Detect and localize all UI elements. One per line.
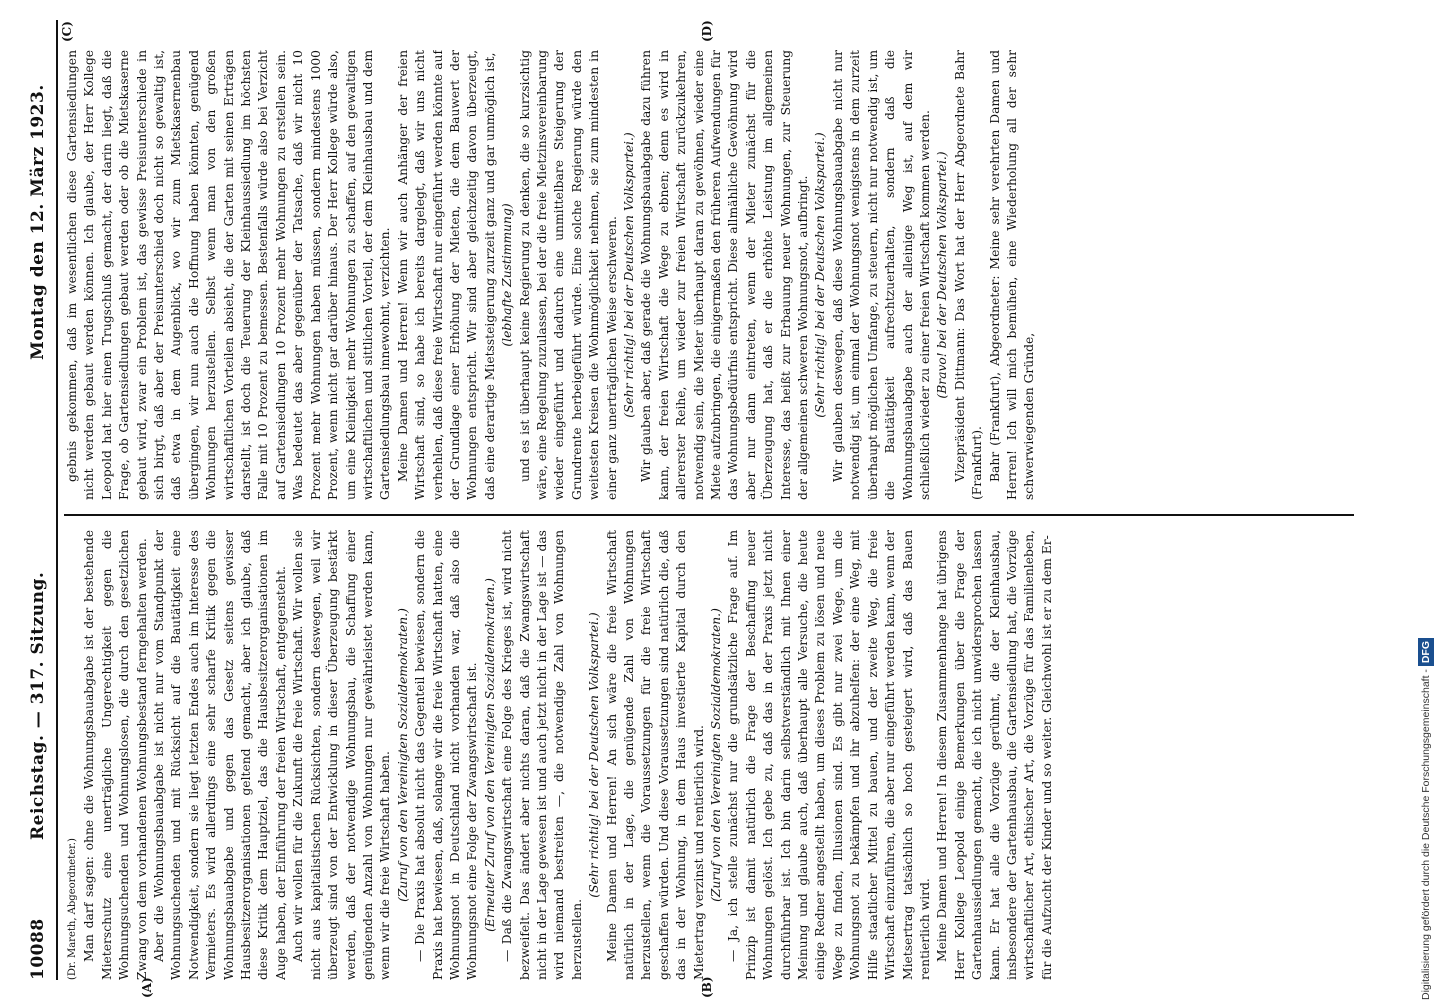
margin-mark-c: (C) (60, 21, 74, 42)
column-divider (64, 514, 1354, 516)
paragraph: Man darf sagen: ohne die Wohnungsbauabgabe ist der bestehende Mieterschutz eine unerträgliche Ungerechtigkeit gegen die Wohnungsuchenden und Wohnungslosen, die durch den gesetzlichen Zwang von dem vorhandenen Wohnungsbestand ferngehalten werden. (82, 530, 149, 980)
paragraph: Meine Damen und Herren! Wenn wir auch Anhänger der freien Wirtschaft sind, so habe ich bereits dargelegt, daß wir uns nicht verhehlen, daß diese freie Wirtschaft nur eingeführt werden könnte auf der Grundlage einer Erhöhung der Mieten, die dem Bauwert der Wohnungen entspricht. Wir sind aber gleichzeitig davon überzeugt, daß eine derartige Mietssteigerung zurzeit ganz und gar unmöglich ist, (395, 50, 497, 500)
paragraph: Bahr (Frankfurt), Abgeordneter: Meine sehr verehrten Damen und Herren! Ich will mich bemühen, eine Wiederholung all der sehr schwerwiegenden Gründe, (987, 50, 1037, 500)
paragraph: Auch wir wollen für die Zukunft die freie Wirtschaft. Wir wollen sie nicht aus kapitalistischen Rücksichten, sondern deswegen, weil wir überzeugt sind von der Entwicklung in dieser Überzeugung bestärkt werden, daß der notwendige Wohnungsbau, die Schaffung einer genügenden Anzahl von Wohnungen nur gewährleistet werden kann, wenn wir die freie Wirtschaft haben. (291, 530, 393, 980)
page-header (22, 20, 52, 980)
interjection: (Bravo! bei der Deutschen Volkspartei.) (935, 151, 950, 399)
interjection: (Sehr richtig! bei der Deutschen Volkspartei.) (587, 612, 602, 898)
paragraph: und es ist überhaupt keine Regierung zu denken, die so kurzsichtig wäre, eine Regelung zuzulassen, bei der die freie Mietzinsvereinbarung wieder eingeführt und dadurch eine unmittelbare Steigerung der Grundrente herbeigeführt würde. Eine solche Regierung würde den weitesten Kreisen die Wohnmöglichkeit nehmen, sie zum mindesten in einer ganz unerträglichen Weise erschweren. (517, 50, 619, 500)
paragraph: Wir glauben deswegen, daß diese Wohnungsbauabgabe nicht nur notwendig ist, um einmal der Wohnungsnot wenigstens in dem zurzeit überhaupt möglichen Umfange, zu steuern, nicht nur notwendig ist, um die Bautätigkeit aufrechtzuerhalten, sondern daß die Wohnungsbauabgabe auch der alleinige Weg ist, auf dem wir schließlich wieder zu einer freien Wirtschaft kommen werden. (830, 50, 932, 500)
paragraph: Aber die Wohnungsbauabgabe ist nicht nur vom Standpunkt der Wohnungsuchenden und mit Rücksicht auf die Bautätigkeit eine Notwendigkeit, sondern sie liegt letzten Endes auch im Interesse des Vermieters. Es wird allerdings eine sehr scharfe Kritik gegen die Wohnungsbauabgabe und gegen das Gesetz seitens gewisser Hausbesitzerorganisationen geltend gemacht, aber ich glaube, daß diese Kritik dem Hauptziel, das die Hausbesitzerorganisationen im Auge haben, der Einführung der freien Wirtschaft, entgegensteht. (152, 530, 288, 980)
paragraph: gebnis gekommen, daß im wesentlichen diese Gartensiedlungen nicht werden gebaut werden können. Ich glaube, der Herr Kollege Leopold hat hier einen Trugschluß gemacht, der darin liegt, daß die Frage, ob Gartensiedlungen gebaut werden oder ob die Mietskaserne gebaut wird, zwar ein Problem ist, das gewisse Preisunterschiede in sich birgt, daß aber der Preisunterschied doch nicht so gewaltig ist, daß etwa in dem Augenblick, wo wir zum Mietskasernenbau übergingen, wir nun auch die Hoffnung haben könnten, genügend Wohnungen herzustellen. Selbst wenn man von den großen wirtschaftlichen Vorteilen absieht, die der Garten mit seinen Erträgen darstellt, ist doch die Teuerung der Kleinhaussiedlung im höchsten Falle mit 10 Prozent zu bemessen. Bestenfalls würde also bei Verzicht auf Gartensiedlungen 10 Prozent mehr Wohnungen zu erstellen sein. Was bedeutet das aber gegenüber der Tatsache, daß wir nicht 10 Prozent mehr Wohnungen haben müssen, sondern mindestens 1000 Prozent, wenn nicht gar darüber hinaus. Der Herr Kollege würde also, um eine Kleinigkeit mehr Wohnungen zu schaffen, auf den gewaltigen wirtschaftlichen und sittlichen Vorteil, der dem Kleinhausbau und dem Gartensiedlungsbau innewohnt, verzichten. (65, 50, 393, 500)
paragraph: — Daß die Zwangswirtschaft eine Folge des Krieges ist, wird nicht bezweifelt. Das ändert aber nichts daran, daß die Zwangswirtschaft nicht in der Lage gewesen ist und auch jetzt nicht in der Lage ist — das wird niemand bestreiten —, die notwendige Zahl von Wohnungen herzustellen. (500, 530, 584, 980)
right-column (64, 50, 1364, 500)
paragraph: — Ja, ich stelle zunächst nur die grundsätzliche Frage auf. Im Prinzip ist damit natürlich die Frage der Beschaffung neuer Wohnungen gelöst. Ich gebe zu, daß das in der Praxis jetzt nicht durchführbar ist. Ich bin darin selbstverständlich mit Ihnen einer Meinung und glaube auch, daß überhaupt alle Versuche, die heute einige Redner angestellt haben, um dieses Problem zu lösen und neue Wege zu finden, Illusionen sind. Es gibt nur zwei Wege, um die Wohnungsnot zu bekämpfen und ihr abzuhelfen: der eine Weg, mit Hilfe staatlicher Mittel zu bauen, und der zweite Weg, die freie Wirtschaft einzuführen, die aber nur eingeführt werden kann, wenn der Mietsertrag tatsächlich so hoch gesteigert wird, daß das Bauen rentierlich wird. (726, 530, 932, 980)
interjection: (Zuruf von den Vereinigten Sozialdemokraten.) (395, 608, 410, 902)
interjection: (Sehr richtig! bei der Deutschen Volkspartei.) (813, 132, 828, 418)
paragraph: Meine Damen und Herren! An sich wäre die freie Wirtschaft natürlich in der Lage, die genügende Zahl von Wohnungen herzustellen, wenn die Voraussetzungen für die freie Wirtschaft geschaffen würden. Und diese Voraussetzungen sind natürlich die, daß das in der Wohnung, in dem Haus investierte Kapital durch den Mietertrag verzinst und rentierlich wird. (604, 530, 706, 980)
session-title: Reichstag. — 317. Sitzung. (28, 571, 48, 840)
left-column (64, 530, 1364, 980)
paragraph: Vizepräsident Dittmann: Das Wort hat der Herr Abgeordnete Bahr (Frankfurt). (952, 50, 985, 500)
paragraph: Meine Damen und Herren! In diesem Zusammenhange hat übrigens Herr Kollege Leopold einige Bemerkungen über die Frage der Gartenhaussiedlungen gemacht, die ich nicht unwidersprochen lassen kann. Er hat alle die Vorzüge gerühmt, die der Kleinhausbau, insbesondere der Gartenhausbau, die Gartensiedlung hat, die Vorzüge wirtschaftlicher Art, ethischer Art, die Vorzüge für das Familienleben, für die Aufzucht der Kinder und so weiter. Gleichwohl ist er zu dem Er- (935, 530, 1054, 980)
interjection: (Zuruf von den Vereinigten Sozialdemokraten.) (709, 608, 724, 902)
interjection: (Sehr richtig! bei der Deutschen Volkspartei.) (622, 132, 636, 418)
session-date: Montag den 12. März 1923. (28, 84, 48, 360)
margin-mark-d: (D) (700, 20, 714, 42)
interjection: (lebhafte Zustimmung) (500, 203, 515, 347)
paragraph: — Die Praxis hat absolut nicht das Gegenteil bewiesen, sondern die Praxis hat bewiesen, daß, solange wir die freie Wirtschaft hatten, eine Wohnungsnot in Deutschland nicht vorhanden war, daß also die Wohnungsnot eine Folge der Zwangswirtschaft ist. (413, 530, 480, 980)
dfg-logo: DFG (1418, 638, 1434, 666)
digitization-watermark (1418, 0, 1434, 1000)
margin-mark-a: (A) (140, 977, 154, 998)
header-rule (56, 20, 58, 980)
interjection: (Erneuter Zuruf von den Vereinigten Sozialdemokraten.) (482, 578, 497, 932)
speaker-attribution: (Dr. Mareth, Abgeordneter.) (67, 838, 78, 980)
margin-mark-b: (B) (700, 976, 714, 998)
page-number: 10088 (28, 918, 48, 980)
paragraph: Wir glauben aber, daß gerade die Wohnungsbauabgabe dazu führen kann, der freien Wirtschaft die Wege zu ebnen; denn es wird in allererster Reihe, um wieder zur freien Wirtschaft zurückzukehren, notwendig sein, die Mieter überhaupt daran zu gewöhnen, wieder eine Miete aufzubringen, die einigermaßen den früheren Aufwendungen für das Wohnungsbedürfnis entspricht. Diese allmähliche Gewöhnung wird aber nur dann eintreten, wenn der Mieter zunächst für die Überzeugung hat, daß er die erhöhte Leistung im allgemeinen Interesse, das heißt zur Erbauung neuer Wohnungen, zur Steuerung der allgemeinen schweren Wohnungsnot, aufbringt. (639, 50, 811, 500)
watermark-text: Digitalisierung gefördert durch die Deutsche Forschungsgemeinschaft - (1420, 669, 1432, 1000)
